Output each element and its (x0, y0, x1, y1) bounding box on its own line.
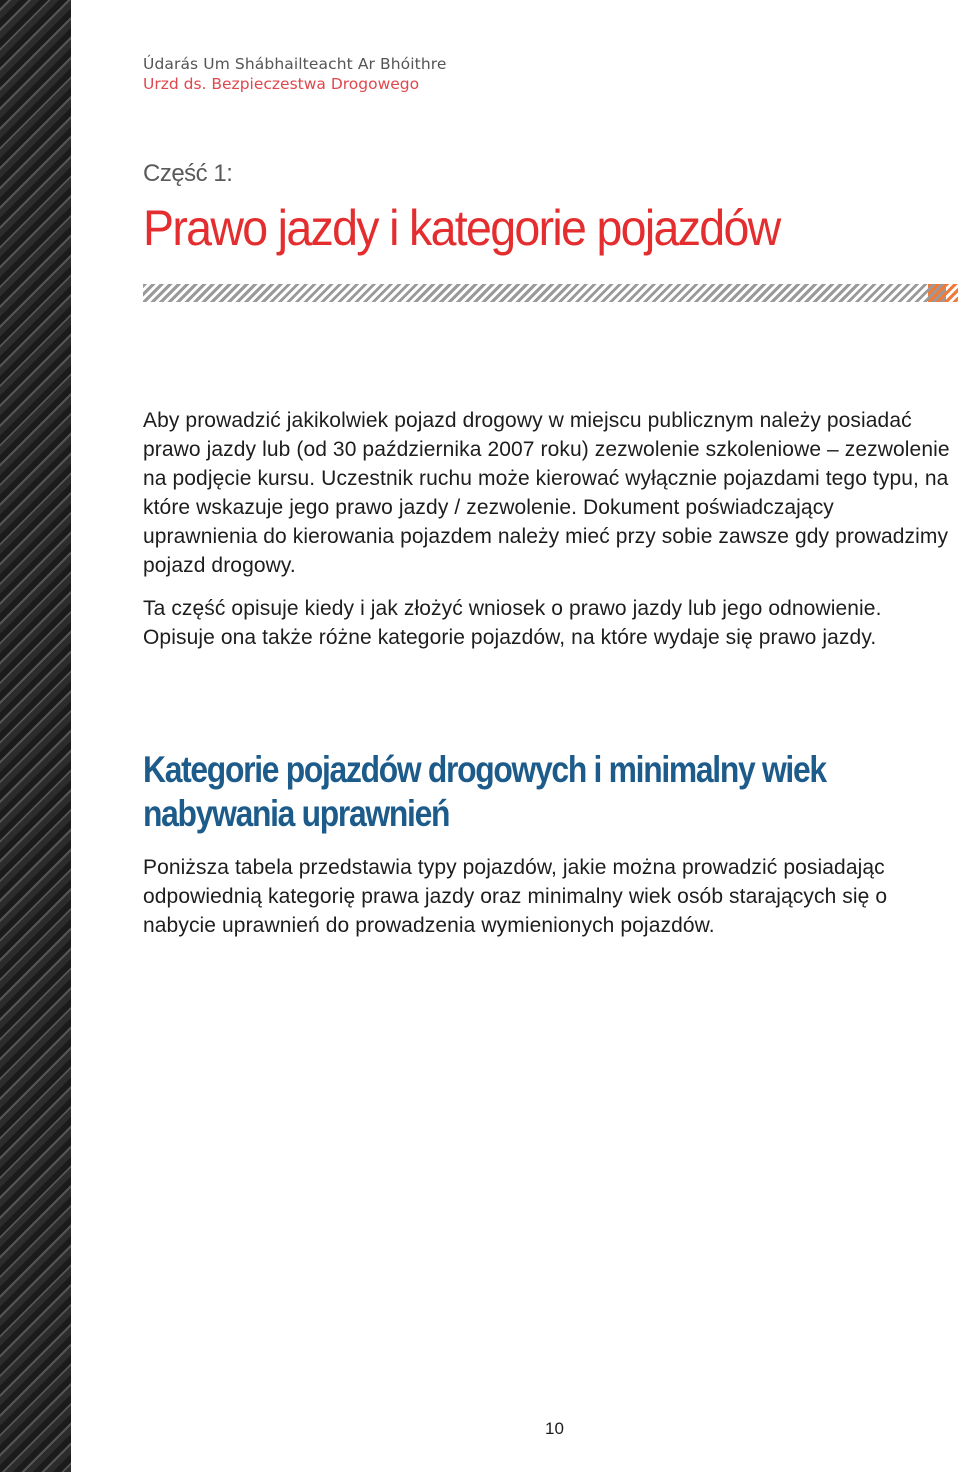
intro-paragraph-2: Ta część opisuje kiedy i jak złożyć wniosek o prawo jazdy lub jego odnowienie. Opisuje ona także różne kategorie pojazdów, na które wydaje się prawo jazdy. (143, 597, 882, 649)
org-name-polish: Urzd ds. Bezpieczestwa Drogowego (143, 75, 420, 93)
hatched-divider (143, 284, 946, 302)
page-title: Prawo jazdy i kategorie pojazdów (143, 200, 780, 256)
intro-paragraph-1: Aby prowadzić jakikolwiek pojazd drogowy w miejscu publicznym należy posiadać prawo jazdy lub (od 30 października 2007 roku) zezwolenie szkoleniowe – zezwolenie na podjęcie kursu. Uczestnik ruchu może kierować wyłącznie pojazdami tego typu, na które wskazuje jego prawo jazdy / zezwolenie. Dokument poświadczający uprawnienia do kierowania pojazdem należy mieć przy sobie zawsze gdy prowadzimy pojazd drogowy. (143, 409, 950, 577)
decorative-side-stripe (0, 0, 71, 1472)
org-name-irish: Údarás Um Shábhailteacht Ar Bhóithre (143, 55, 447, 73)
organization-header (143, 54, 447, 94)
page-number: 10 (545, 1419, 564, 1438)
hatched-divider-accent (928, 284, 958, 302)
section-heading: Kategorie pojazdów drogowych i minimalny wiek nabywania uprawnień (143, 749, 826, 834)
section-paragraph: Poniższa tabela przedstawia typy pojazdów, jakie można prowadzić posiadając odpowiednią kategorię prawa jazdy oraz minimalny wiek osób starających się o nabycie uprawnień do prowadzenia wymienionych pojazdów. (143, 856, 888, 937)
chapter-part-label: Część 1: (143, 160, 233, 187)
